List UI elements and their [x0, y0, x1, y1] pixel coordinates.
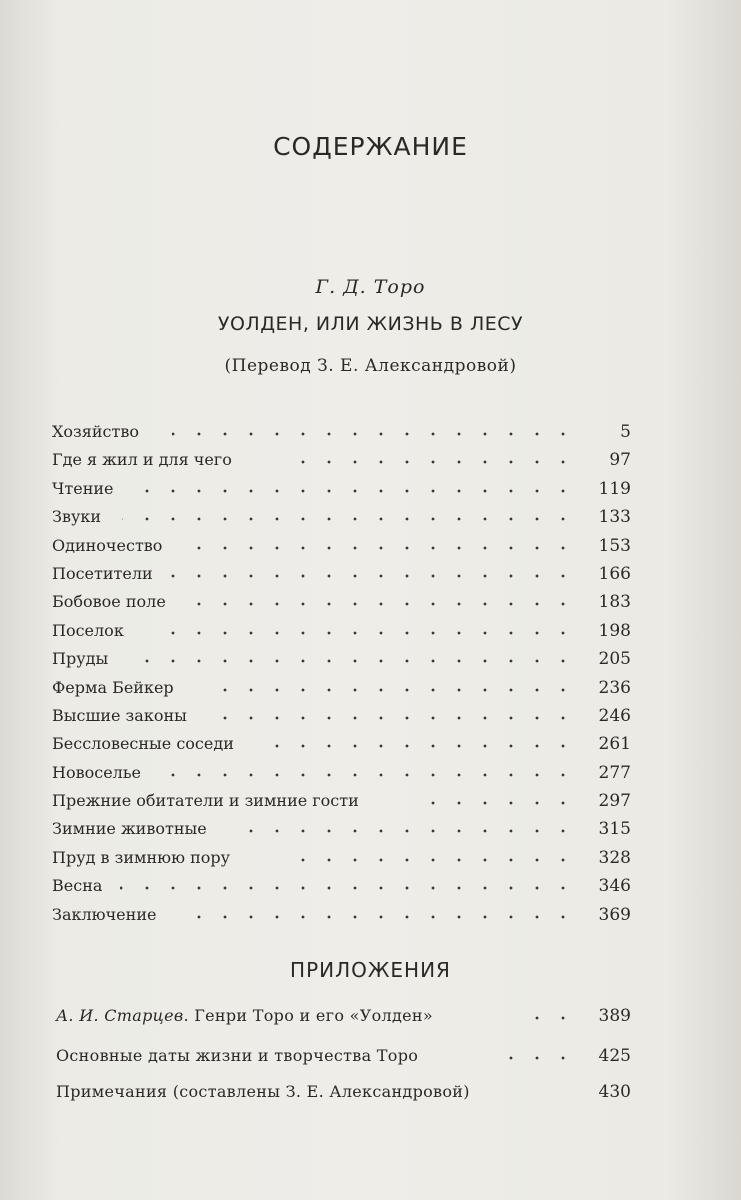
- dot-leader: [122, 517, 576, 521]
- appendix-list: [56, 1002, 631, 1114]
- toc-entry[interactable]: [52, 560, 631, 588]
- toc-entry-page: 183: [598, 592, 631, 613]
- dot-leader: [197, 602, 576, 606]
- dot-leader: [187, 546, 576, 550]
- toc-entry-title: Чтение: [52, 478, 114, 498]
- toc-entry[interactable]: [52, 730, 631, 758]
- toc-entry-title: Бобовое поле: [52, 592, 166, 612]
- dot-leader: [516, 1016, 576, 1020]
- appendix-entry-title: Генри Торо и его «Уолден»: [194, 1006, 433, 1025]
- appendix-entry-title: Основные даты жизни и творчества Торо: [56, 1046, 419, 1065]
- toc-entry[interactable]: [52, 815, 631, 843]
- dot-leader: [272, 744, 576, 748]
- dot-leader: [242, 829, 576, 833]
- toc-entry[interactable]: [52, 872, 631, 900]
- appendix-entry[interactable]: [56, 1002, 631, 1042]
- toc-entry[interactable]: [52, 674, 631, 702]
- toc-entry[interactable]: [52, 532, 631, 560]
- toc-entry-page: 277: [598, 762, 631, 783]
- toc-entry-page: 153: [598, 535, 631, 556]
- dot-leader: [217, 716, 576, 720]
- toc-entry-page: 205: [598, 649, 631, 670]
- toc-entry-page: 261: [598, 734, 631, 755]
- toc-entry[interactable]: [52, 503, 631, 531]
- toc-entry-title: Высшие законы: [52, 705, 187, 725]
- toc-entry[interactable]: [52, 787, 631, 815]
- toc-entry-title: Хозяйство: [52, 422, 139, 441]
- toc-entry[interactable]: [52, 446, 631, 474]
- toc-entry-title: Где я жил и для чего: [52, 450, 232, 470]
- dot-leader: [172, 432, 576, 436]
- toc-entry-title: Прежние обитатели и зимние гости: [52, 791, 359, 811]
- dot-leader: [207, 688, 576, 692]
- dot-leader: [162, 631, 576, 635]
- toc-entry[interactable]: [52, 645, 631, 673]
- toc-entry[interactable]: [52, 418, 631, 446]
- appendix-entry-title: Примечания (составлены З. Е. Александровой): [56, 1082, 470, 1101]
- toc-entry-title: Пруды: [52, 649, 109, 669]
- dot-leader: [170, 574, 576, 578]
- toc-entry-title: Весна: [52, 876, 103, 896]
- toc-entry-page: 346: [598, 876, 631, 897]
- toc-entry-page: 328: [598, 847, 631, 868]
- toc-entry-page: 133: [598, 507, 631, 528]
- toc-entry-title: Поселок: [52, 620, 124, 640]
- toc-entry-page: 236: [598, 677, 631, 698]
- dot-leader: [427, 801, 576, 805]
- toc-entry[interactable]: [52, 702, 631, 730]
- appendix-entry-page: 425: [598, 1046, 631, 1066]
- toc-entry[interactable]: [52, 617, 631, 645]
- contents-heading: СОДЕРЖАНИЕ: [273, 132, 468, 161]
- toc-entry-title: Бессловесные соседи: [52, 734, 234, 754]
- work-title: УОЛДЕН, ИЛИ ЖИЗНЬ В ЛЕСУ: [217, 313, 524, 335]
- toc-entry-page: 119: [598, 478, 631, 499]
- author-name: Г. Д. Торо: [315, 276, 426, 298]
- toc-entry-page: 97: [609, 450, 631, 471]
- dot-leader: [292, 858, 576, 862]
- toc-entry-page: 5: [620, 422, 631, 442]
- appendix-entry-page: 430: [598, 1082, 631, 1102]
- toc-entry-title: Пруд в зимнюю пору: [52, 847, 231, 867]
- appendix-entry-page: 389: [598, 1006, 631, 1026]
- toc-entry[interactable]: [52, 588, 631, 616]
- table-of-contents: [52, 418, 631, 929]
- toc-entry-page: 297: [598, 791, 631, 812]
- toc-entry-title: Звуки: [52, 507, 102, 527]
- appendix-entry[interactable]: [56, 1042, 631, 1078]
- toc-entry-page: 369: [598, 904, 631, 925]
- dot-leader: [506, 1056, 576, 1060]
- appendix-entry[interactable]: [56, 1078, 631, 1114]
- toc-entry-title: Посетители: [52, 563, 153, 583]
- toc-entry-title: Одиночество: [52, 535, 163, 555]
- dot-leader: [120, 886, 576, 890]
- toc-entry[interactable]: [52, 844, 631, 872]
- toc-entry-page: 246: [598, 705, 631, 726]
- toc-entry-title: Ферма Бейкер: [52, 677, 174, 697]
- toc-entry-title: Заключение: [52, 904, 157, 924]
- toc-entry-page: 315: [598, 819, 631, 840]
- toc-entry-title: Зимние животные: [52, 819, 207, 839]
- appendix-heading: ПРИЛОЖЕНИЯ: [290, 958, 451, 982]
- toc-entry[interactable]: [52, 759, 631, 787]
- toc-entry-page: 166: [598, 563, 631, 584]
- toc-entry[interactable]: [52, 901, 631, 929]
- appendix-entry-text: [56, 1002, 433, 1030]
- toc-entry-page: 198: [598, 620, 631, 641]
- dot-leader: [142, 489, 576, 493]
- toc-entry[interactable]: [52, 475, 631, 503]
- translator-note: (Перевод З. Е. Александровой): [224, 356, 517, 376]
- appendix-entry-author: А. И. Старцев.: [56, 1006, 189, 1025]
- dot-leader: [132, 659, 576, 663]
- toc-entry-title: Новоселье: [52, 762, 141, 782]
- dot-leader: [167, 773, 576, 777]
- dot-leader: [287, 460, 576, 464]
- dot-leader: [177, 915, 576, 919]
